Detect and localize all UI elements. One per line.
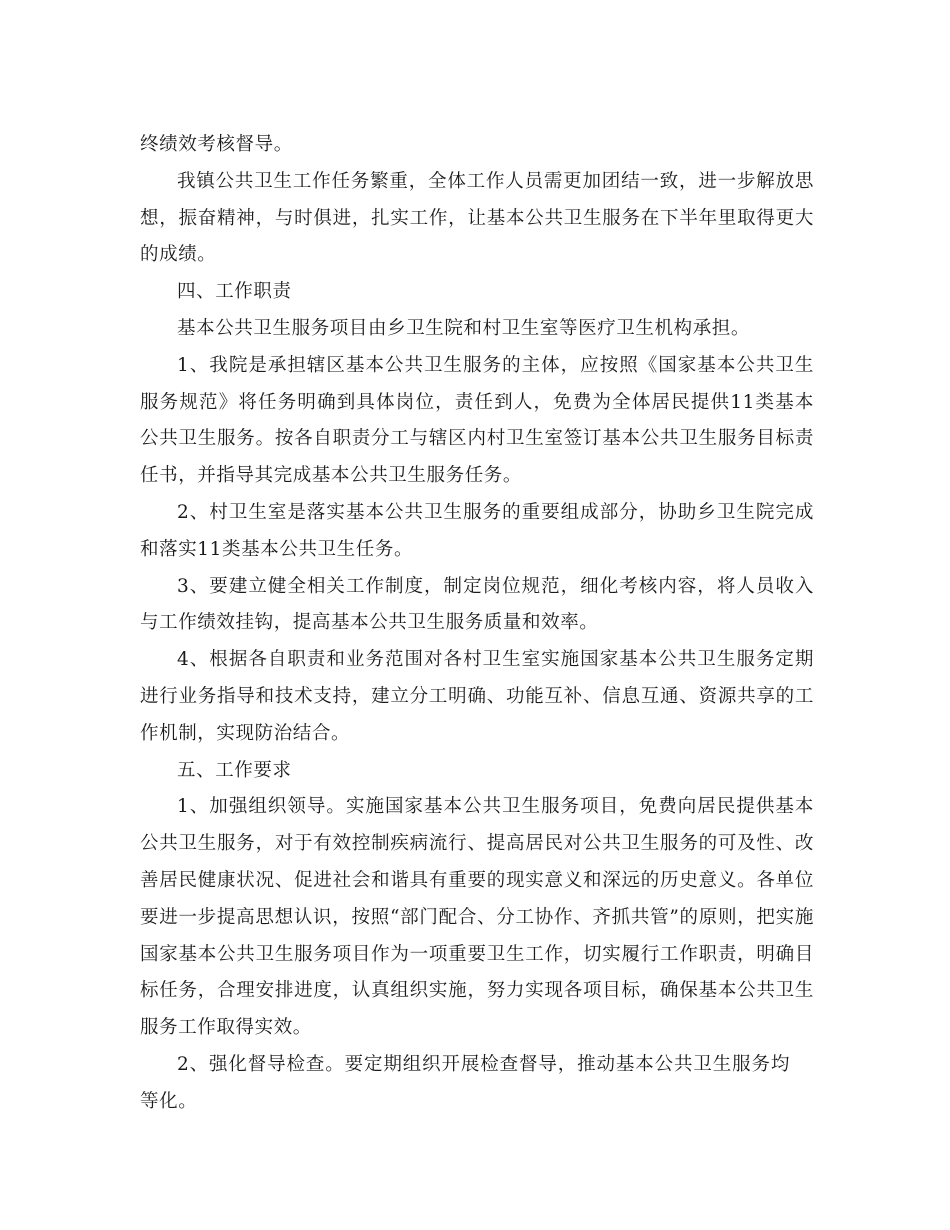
paragraph-requirement-2: 2、强化督导检查。要定期组织开展检查督导，推动基本公共卫生服务均等化。 — [140, 1053, 790, 1112]
paragraph-duty-1: 1、我院是承担辖区基本公共卫生服务的主体，应按照《国家基本公共卫生服务规范》将任务明确到具体岗位，责任到人，免费为全体居民提供11类基本公共卫生服务。按各自职责分工与辖区内村卫生室签订基本公共卫生服务目标责任书，并指导其完成基本公共卫生服务任务。 — [140, 354, 814, 487]
paragraph-duty-3: 3、要建立健全相关工作制度，制定岗位规范，细化考核内容，将人员收入与工作绩效挂钩，提高基本公共卫生服务质量和效率。 — [140, 575, 814, 634]
paragraph-duty-4: 4、根据各自职责和业务范围对各村卫生室实施国家基本公共卫生服务定期进行业务指导和技术支持，建立分工明确、功能互补、信息互通、资源共享的工作机制，实现防治结合。 — [140, 649, 814, 744]
paragraph-requirement-1: 1、加强组织领导。实施国家基本公共卫生服务项目，免费向居民提供基本公共卫生服务，对于有效控制疾病流行、提高居民对公共卫生服务的可及性、改善居民健康状况、促进社会和谐具有重要的现实意义和深远的历史意义。各单位要进一步提高思想认识，按照“部门配合、分工协作、齐抓共管”的原则，把实施国家基本公共卫生服务项目作为一项重要卫生工作，切实履行工作职责，明确目标任务，合理安排进度，认真组织实施，努力实现各项目标，确保基本公共卫生服务工作取得实效。 — [140, 796, 814, 1039]
paragraph-continuation: 终绩效考核督导。 — [140, 134, 293, 155]
section-heading-duties: 四、工作职责 — [177, 281, 292, 303]
paragraph-duties-intro: 基本公共卫生服务项目由乡卫生院和村卫生室等医疗卫生机构承担。 — [177, 317, 751, 339]
section-heading-requirements: 五、工作要求 — [177, 759, 292, 781]
paragraph-summary: 我镇公共卫生工作任务繁重，全体工作人员需更加团结一致，进一步解放思想，振奋精神，与时俱进，扎实工作，让基本公共卫生服务在下半年里取得更大的成绩。 — [140, 170, 814, 266]
document-body — [140, 127, 814, 1121]
paragraph-duty-2: 2、村卫生室是落实基本公共卫生服务的重要组成部分，协助乡卫生院完成和落实11类基本公共卫生任务。 — [140, 501, 814, 560]
